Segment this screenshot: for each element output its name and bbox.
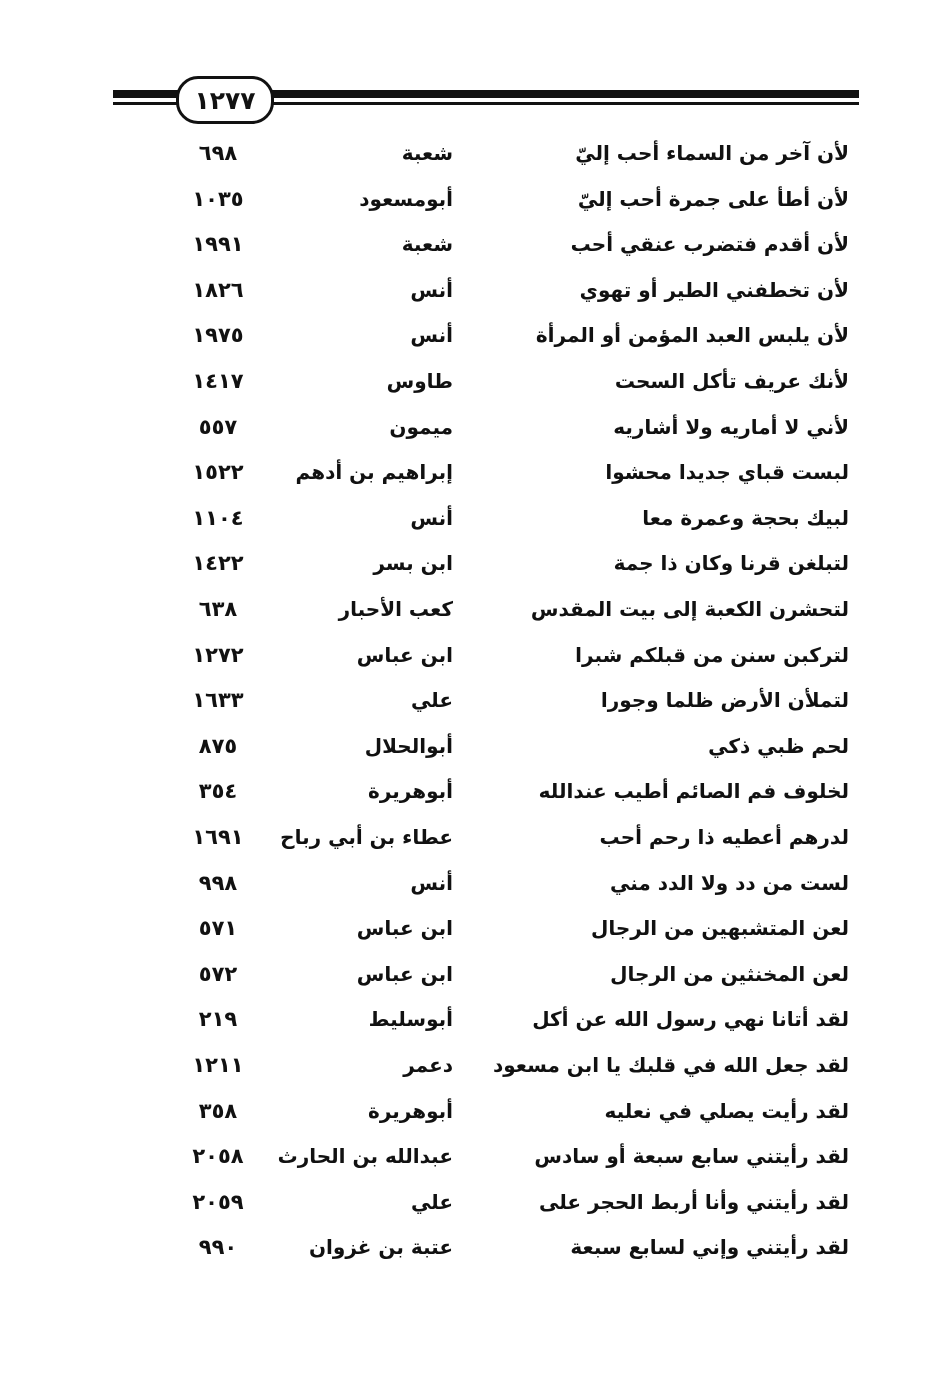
- hadith-text: لقد رأيتني وأنا أربط الحجر على: [538, 1189, 849, 1214]
- hadith-number: ٢٠٥٨: [192, 1144, 244, 1169]
- index-row: [0, 495, 941, 541]
- hadith-text: لتملأن الأرض ظلما وجورا: [600, 688, 849, 713]
- index-row: [0, 951, 941, 997]
- narrator-name: إبراهيم بن أدهم: [295, 460, 453, 485]
- narrator-name: ابن بسر: [373, 551, 453, 576]
- narrator-name: أبوهريرة: [368, 1098, 453, 1123]
- narrator-name: أبومسعود: [359, 186, 453, 211]
- index-row: [0, 1133, 941, 1179]
- hadith-number: ١٤٢٢: [192, 551, 244, 576]
- hadith-text: لقد أتانا نهي رسول الله عن أكل: [532, 1007, 849, 1032]
- hadith-text: لحم ظبي ذكي: [708, 733, 849, 758]
- narrator-name: أنس: [410, 277, 453, 302]
- hadith-text: لأن أطأ على جمرة أحب إليّ: [577, 186, 849, 211]
- index-row: [0, 586, 941, 632]
- hadith-number: ٦٩٨: [198, 141, 238, 165]
- hadith-number: ١٠٣٥: [192, 186, 244, 211]
- index-row: [0, 632, 941, 678]
- index-row: [0, 221, 941, 267]
- hadith-text: لتركبن سنن من قبلكم شبرا: [575, 642, 849, 667]
- page-header: [113, 74, 859, 128]
- index-row: [0, 130, 941, 176]
- narrator-name: ميمون: [389, 414, 453, 439]
- index-row: [0, 449, 941, 495]
- hadith-number: ٥٥٧: [198, 414, 238, 439]
- narrator-name: أنس: [410, 870, 453, 895]
- index-row: [0, 1042, 941, 1088]
- hadith-number: ١٨٢٦: [192, 277, 244, 302]
- narrator-name: ابن عباس: [356, 916, 453, 941]
- index-row: [0, 1179, 941, 1225]
- index-row: [0, 905, 941, 951]
- hadith-text: لتبلغن قرنا وكان ذا جمة: [613, 551, 849, 576]
- hadith-text: لقد رأيت يصلي في نعليه: [604, 1098, 849, 1123]
- index-row: [0, 1088, 941, 1134]
- hadith-number: ١١٠٤: [192, 505, 244, 530]
- page-number: ١٢٧٧: [176, 76, 274, 124]
- narrator-name: أنس: [410, 505, 453, 530]
- narrator-name: عبدالله بن الحارث: [277, 1144, 453, 1169]
- narrator-name: دعمر: [403, 1053, 453, 1077]
- index-row: [0, 312, 941, 358]
- hadith-number: ٥٧١: [198, 916, 238, 941]
- hadith-number: ٦٣٨: [198, 597, 238, 621]
- hadith-text: لأن آخر من السماء أحب إليّ: [575, 141, 849, 165]
- index-row: [0, 358, 941, 404]
- hadith-text: لست من دد ولا الدد مني: [609, 870, 849, 895]
- narrator-name: كعب الأحبار: [338, 597, 453, 621]
- hadith-text: لقد رأيتني سابع سبعة أو سادس: [534, 1144, 849, 1169]
- narrator-name: ابن عباس: [356, 961, 453, 986]
- narrator-name: ابن عباس: [356, 642, 453, 667]
- hadith-number: ١٩٧٥: [192, 323, 244, 348]
- hadith-number: ٣٥٨: [198, 1098, 238, 1123]
- narrator-name: علي: [410, 1189, 453, 1214]
- hadith-text: لأن يلبس العبد المؤمن أو المرأة: [535, 323, 849, 348]
- narrator-name: طاوس: [386, 369, 453, 393]
- narrator-name: أبوالحلال: [364, 733, 453, 758]
- narrator-name: أنس: [410, 323, 453, 348]
- hadith-text: لقد رأيتني وإني لسابع سبعة: [570, 1235, 849, 1260]
- narrator-name: علي: [410, 688, 453, 713]
- hadith-text: لأنك عريف تأكل السحت: [614, 369, 849, 393]
- hadith-text: لبيك بحجة وعمرة معا: [642, 505, 849, 530]
- hadith-number: ٢١٩: [198, 1007, 238, 1032]
- hadith-text: لأن تخطفني الطير أو تهوي: [579, 277, 849, 302]
- index-row: [0, 860, 941, 906]
- index-row: [0, 677, 941, 723]
- hadith-number: ٨٧٥: [198, 733, 238, 758]
- hadith-number: ١٥٢٢: [192, 460, 244, 485]
- narrator-name: أبوهريرة: [368, 779, 453, 804]
- index-row: [0, 267, 941, 313]
- hadith-number: ١٢١١: [192, 1053, 244, 1077]
- hadith-number: ١٤١٧: [192, 369, 244, 393]
- hadith-text: لبست قباي جديدا محشوا: [605, 460, 849, 485]
- index-row: [0, 1224, 941, 1270]
- narrator-name: عطاء بن أبي رباح: [280, 825, 453, 849]
- hadith-text: لقد جعل الله في قلبك يا ابن مسعود: [493, 1053, 849, 1077]
- index-row: [0, 540, 941, 586]
- hadith-number: ٩٩٠: [198, 1235, 238, 1260]
- hadith-number: ١٢٧٢: [192, 642, 244, 667]
- hadith-number: ٥٧٢: [198, 961, 238, 986]
- index-row: [0, 768, 941, 814]
- hadith-text: لأني لا أماريه ولا أشاريه: [613, 414, 849, 439]
- hadith-text: لعن المتشبهين من الرجال: [591, 916, 849, 941]
- index-row: [0, 723, 941, 769]
- hadith-text: لتحشرن الكعبة إلى بيت المقدس: [530, 597, 849, 621]
- index-table: [0, 130, 941, 1290]
- hadith-text: لأن أقدم فتضرب عنقي أحب: [570, 232, 849, 257]
- narrator-name: أبوسليط: [368, 1007, 453, 1032]
- narrator-name: شعبة: [401, 232, 453, 257]
- hadith-text: لعن المخنثين من الرجال: [610, 961, 849, 986]
- hadith-number: ١٦٣٣: [192, 688, 244, 713]
- narrator-name: شعبة: [401, 141, 453, 165]
- hadith-number: ٩٩٨: [198, 870, 238, 895]
- index-row: [0, 404, 941, 450]
- hadith-text: لخلوف فم الصائم أطيب عندالله: [538, 779, 849, 804]
- hadith-number: ١٩٩١: [192, 232, 244, 257]
- hadith-number: ١٦٩١: [192, 825, 244, 849]
- index-row: [0, 996, 941, 1042]
- index-row: [0, 176, 941, 222]
- hadith-number: ٢٠٥٩: [192, 1189, 244, 1214]
- hadith-number: ٣٥٤: [198, 779, 238, 804]
- index-row: [0, 814, 941, 860]
- hadith-text: لدرهم أعطيه ذا رحم أحب: [599, 825, 849, 849]
- narrator-name: عتبة بن غزوان: [308, 1235, 453, 1260]
